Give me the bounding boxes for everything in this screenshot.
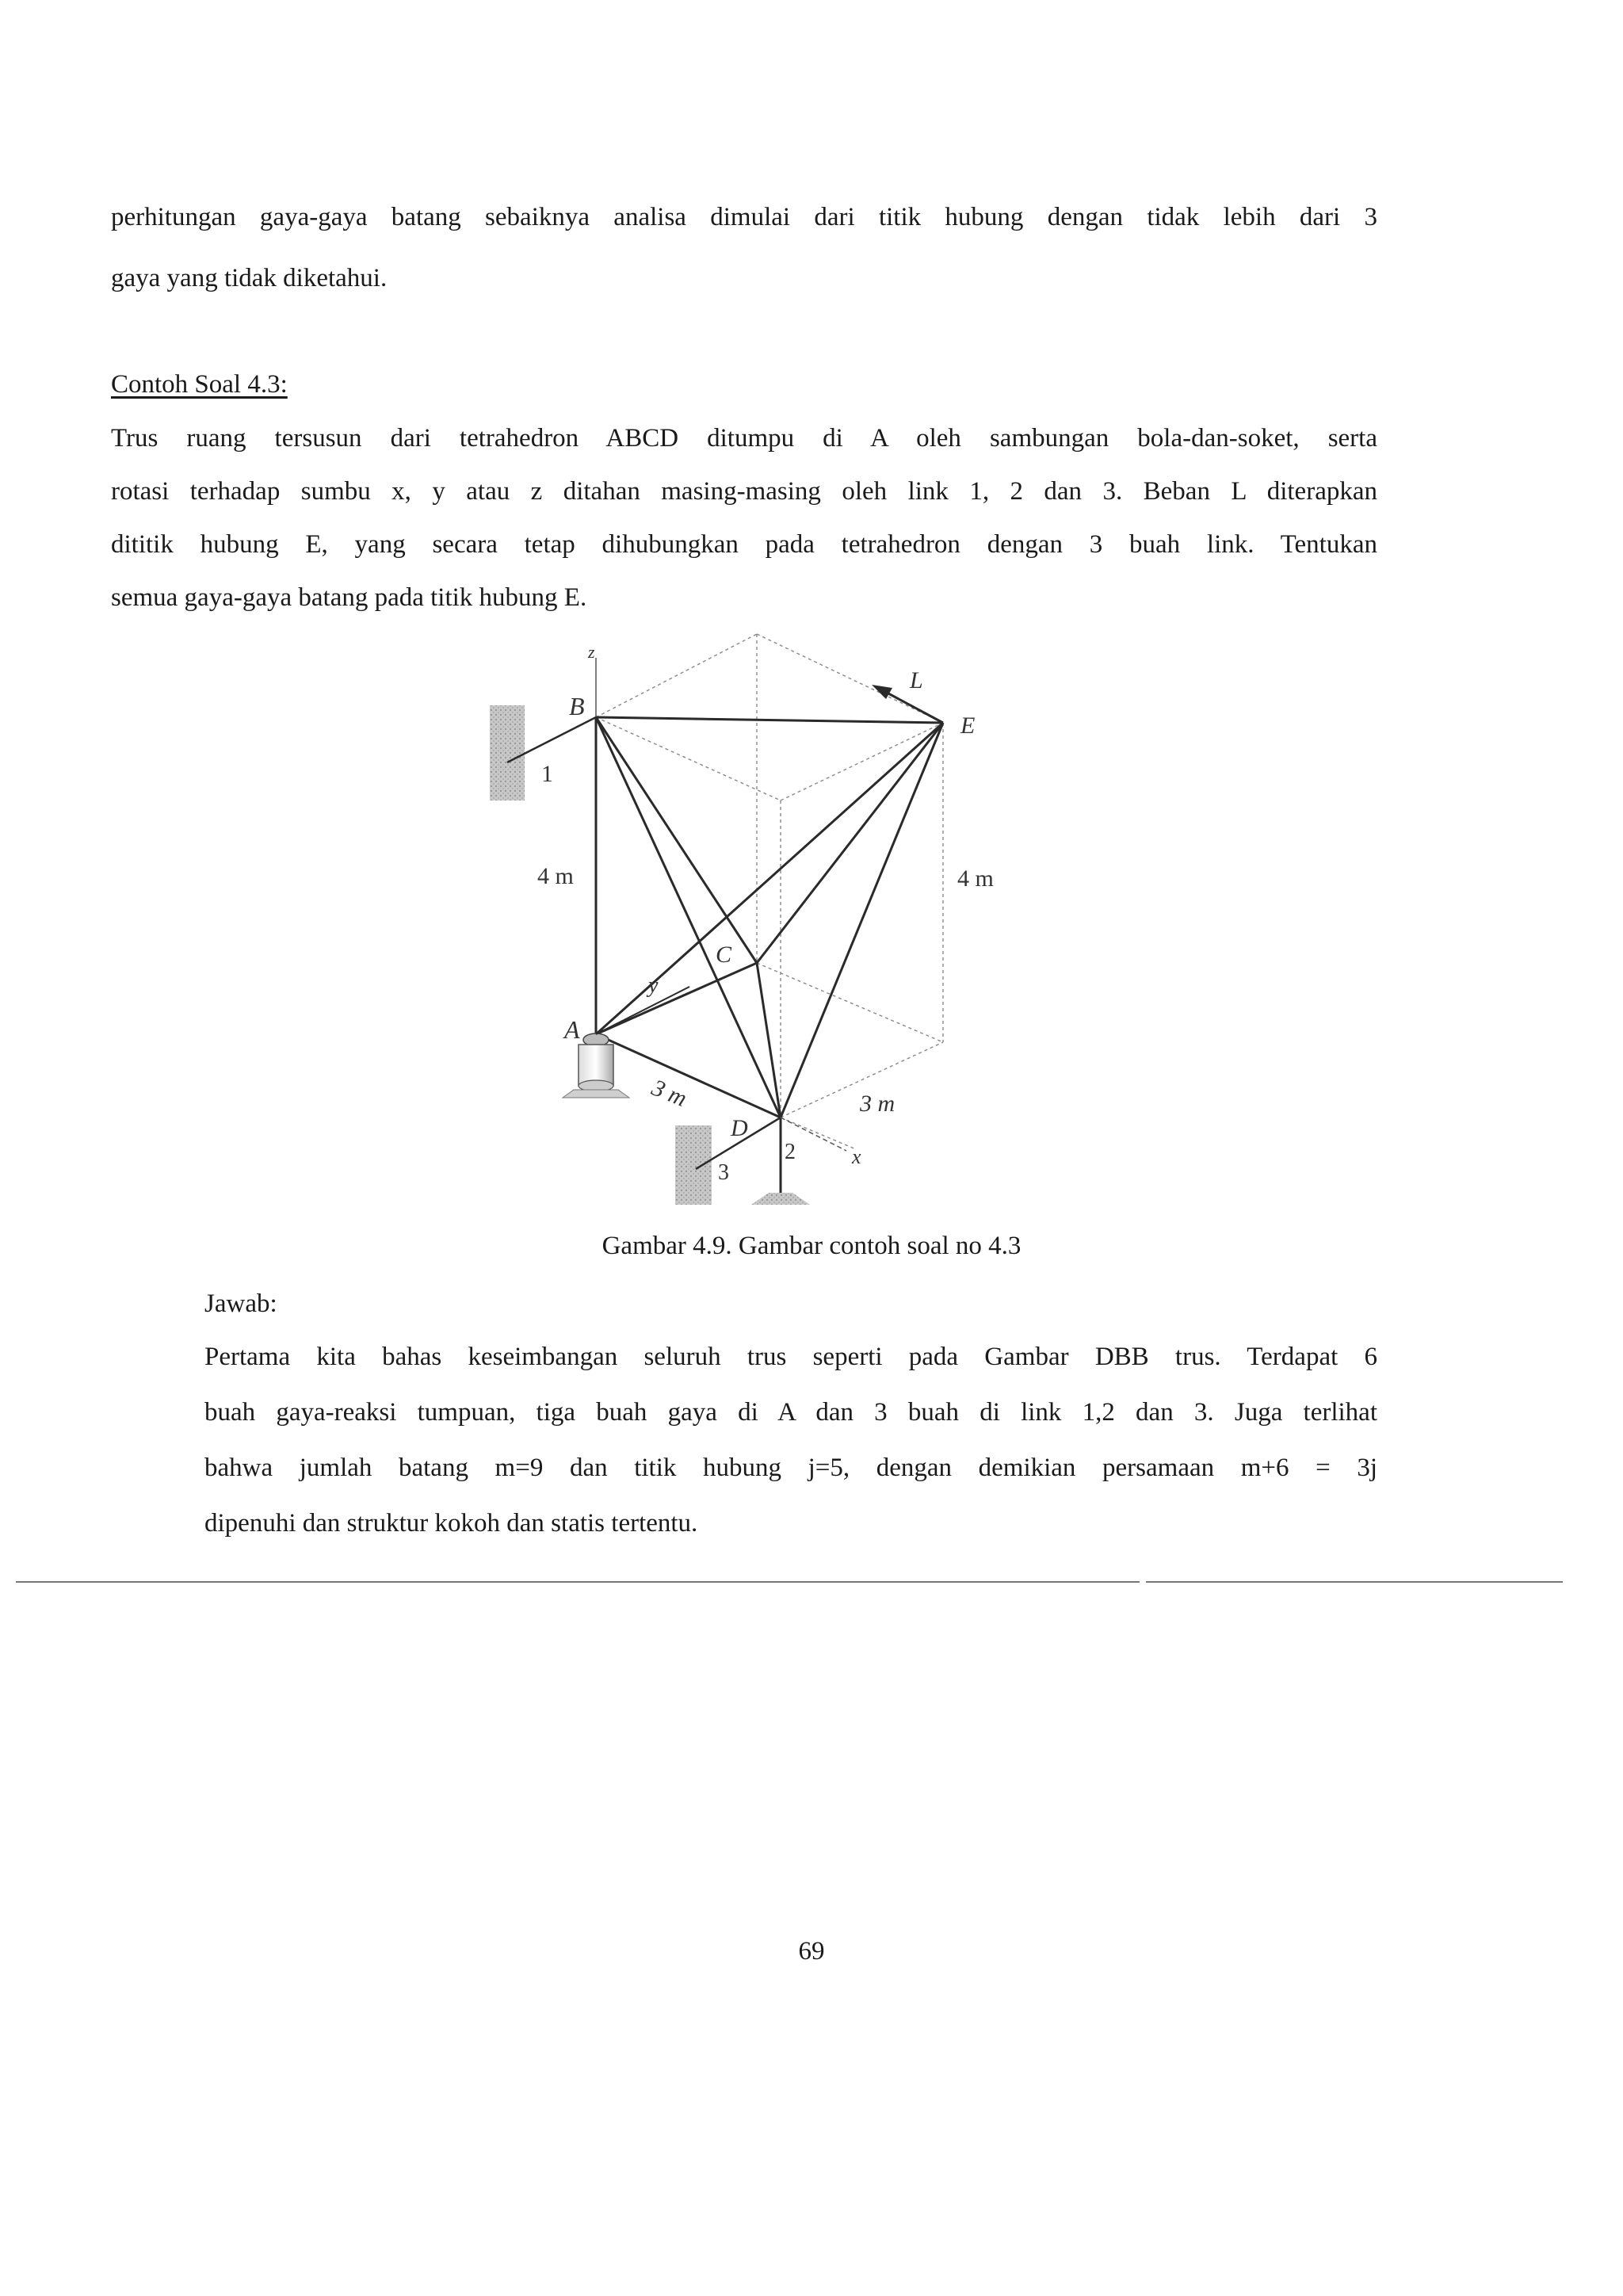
answer-line-2: buah gaya-reaksi tumpuan, tiga buah gaya di A dan 3 buah di link 1,2 dan 3. Juga terlihat: [204, 1398, 1377, 1427]
truss-members: [596, 717, 943, 1117]
answer-line-3: bahwa jumlah batang m=9 dan titik hubung j=5, dengan demikian persamaan m+6 = 3j: [204, 1454, 1377, 1482]
label-x: x: [852, 1145, 861, 1168]
label-A: A: [564, 1015, 580, 1044]
intro-line-1: perhitungan gaya-gaya batang sebaiknya analisa dimulai dari titik hubung dengan tidak lebih dari 3: [111, 203, 1377, 231]
problem-line-1: Trus ruang tersusun dari tetrahedron ABCD ditumpu di A oleh sambungan bola-dan-soket, serta: [111, 424, 1377, 453]
label-B: B: [569, 692, 585, 720]
label-z: z: [588, 642, 595, 662]
label-link-3: 3: [718, 1160, 729, 1185]
dashed-box-lines: [596, 634, 943, 1149]
label-C: C: [716, 942, 732, 968]
page-number: 69: [798, 1937, 825, 1966]
label-4m-left: 4 m: [537, 863, 574, 889]
footer-rule-right: [1146, 1581, 1563, 1583]
answer-heading: Jawab:: [204, 1289, 277, 1318]
problem-line-4: semua gaya-gaya batang pada titik hubung E.: [111, 583, 587, 612]
answer-line-4: dipenuhi dan struktur kokoh dan statis tertentu.: [204, 1509, 698, 1538]
label-3m-left: 3 m: [647, 1074, 691, 1112]
label-E: E: [960, 712, 976, 739]
label-3m-right: 3 m: [860, 1091, 896, 1117]
problem-line-2: rotasi terhadap sumbu x, y atau z ditahan masing-masing oleh link 1, 2 dan 3. Beban L diterapkan: [111, 477, 1377, 506]
wall-support-link-1: [490, 705, 525, 800]
intro-line-2: gaya yang tidak diketahui.: [111, 264, 388, 292]
figure-caption: Gambar 4.9. Gambar contoh soal no 4.3: [601, 1232, 1022, 1260]
label-D: D: [731, 1115, 748, 1141]
wall-support-link-3: [675, 1125, 712, 1205]
answer-line-1: Pertama kita bahas keseimbangan seluruh trus seperti pada Gambar DBB trus. Terdapat 6: [204, 1343, 1377, 1371]
label-link-1: 1: [541, 761, 553, 787]
label-4m-right: 4 m: [957, 865, 994, 892]
footer-rule-left: [16, 1581, 1140, 1583]
truss-figure: [468, 618, 1046, 1221]
load-arrow: [872, 685, 943, 723]
ground-support-link-2: [751, 1193, 810, 1205]
label-L: L: [910, 667, 923, 693]
label-link-2: 2: [785, 1140, 796, 1164]
example-heading: Contoh Soal 4.3:: [111, 370, 288, 399]
label-y: y: [648, 973, 659, 998]
problem-line-3: dititik hubung E, yang secara tetap dihubungkan pada tetrahedron dengan 3 buah link. Tentukan: [111, 530, 1377, 559]
